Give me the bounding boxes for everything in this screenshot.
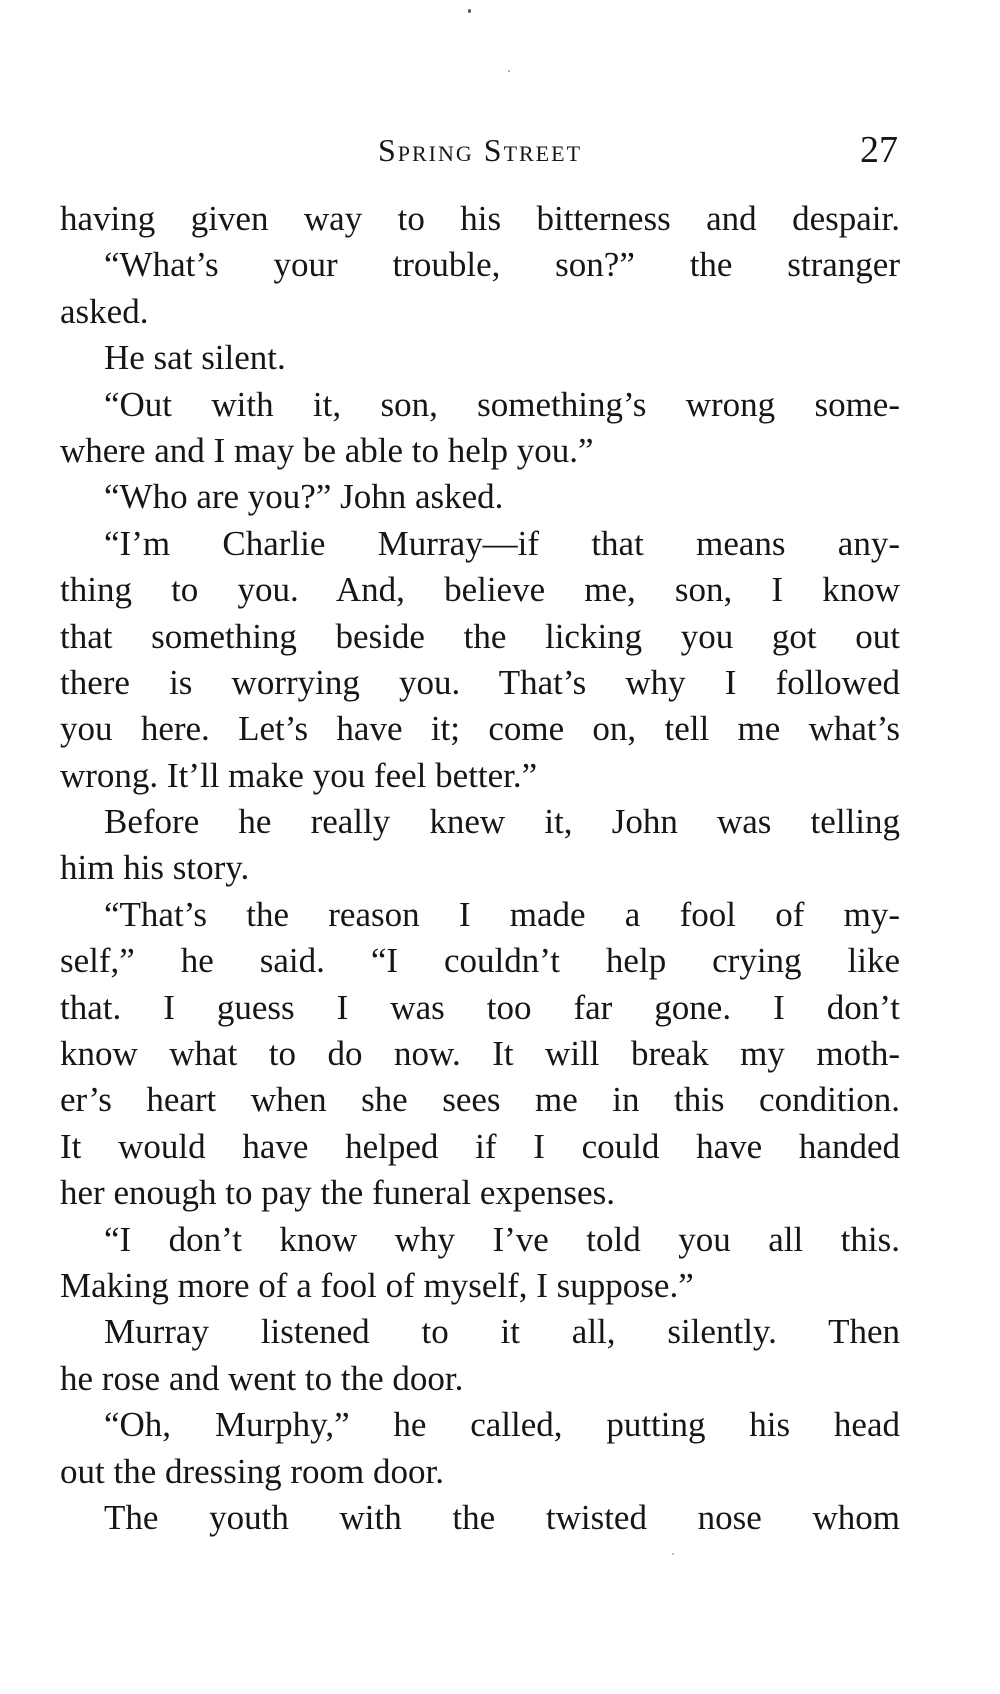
text-line: where and I may be able to help you.” <box>60 430 594 470</box>
text-line: “Oh, Murphy,” he called, putting his head <box>104 1405 900 1445</box>
text-line: that something beside the licking you got out <box>60 616 900 656</box>
text-line: er’s heart when she sees me in this condition. <box>60 1080 900 1120</box>
text-line: Murray listened to it all, silently. Then <box>104 1312 900 1352</box>
text-line: having given way to his bitterness and despair. <box>60 199 900 238</box>
body-text <box>60 196 900 1541</box>
text-line: He sat silent. <box>104 338 286 378</box>
text-line: “Out with it, son, something’s wrong some- <box>104 384 900 424</box>
running-title: Spring Street <box>377 132 583 168</box>
ink-speck-bottom <box>672 1553 674 1555</box>
text-line: “Who are you?” John asked. <box>104 477 504 517</box>
text-line: Before he really knew it, John was telling <box>104 802 900 842</box>
text-line: her enough to pay the funeral expenses. <box>60 1173 615 1213</box>
text-line: that. I guess I was too far gone. I don’t <box>60 987 900 1027</box>
text-line: thing to you. And, believe me, son, I know <box>60 570 900 610</box>
text-line: know what to do now. It will break my moth- <box>60 1034 900 1074</box>
text-line: you here. Let’s have it; come on, tell me what’s <box>60 709 900 749</box>
text-line: “I don’t know why I’ve told you all this. <box>104 1219 900 1259</box>
text-line: self,” he said. “I couldn’t help crying like <box>60 941 900 981</box>
text-line: there is worrying you. That’s why I followed <box>60 662 900 702</box>
text-line: he rose and went to the door. <box>60 1358 464 1398</box>
text-line: asked. <box>60 291 149 331</box>
ink-speck-upper <box>508 70 510 72</box>
text-line: out the dressing room door. <box>60 1451 444 1491</box>
text-line: The youth with the twisted nose whom <box>104 1497 900 1537</box>
text-line: wrong. It’ll make you feel better.” <box>60 755 538 795</box>
text-line: Making more of a fool of myself, I suppose.” <box>60 1265 694 1305</box>
running-head <box>60 128 900 178</box>
text-line: “I’m Charlie Murray—if that means any- <box>104 523 900 563</box>
ink-speck-top <box>468 9 471 13</box>
text-line: “What’s your trouble, son?” the stranger <box>104 245 900 285</box>
text-line: It would have helped if I could have handed <box>60 1126 900 1166</box>
page-number: 27 <box>860 129 898 171</box>
text-line: “That’s the reason I made a fool of my- <box>104 894 900 934</box>
text-line: him his story. <box>60 848 250 888</box>
